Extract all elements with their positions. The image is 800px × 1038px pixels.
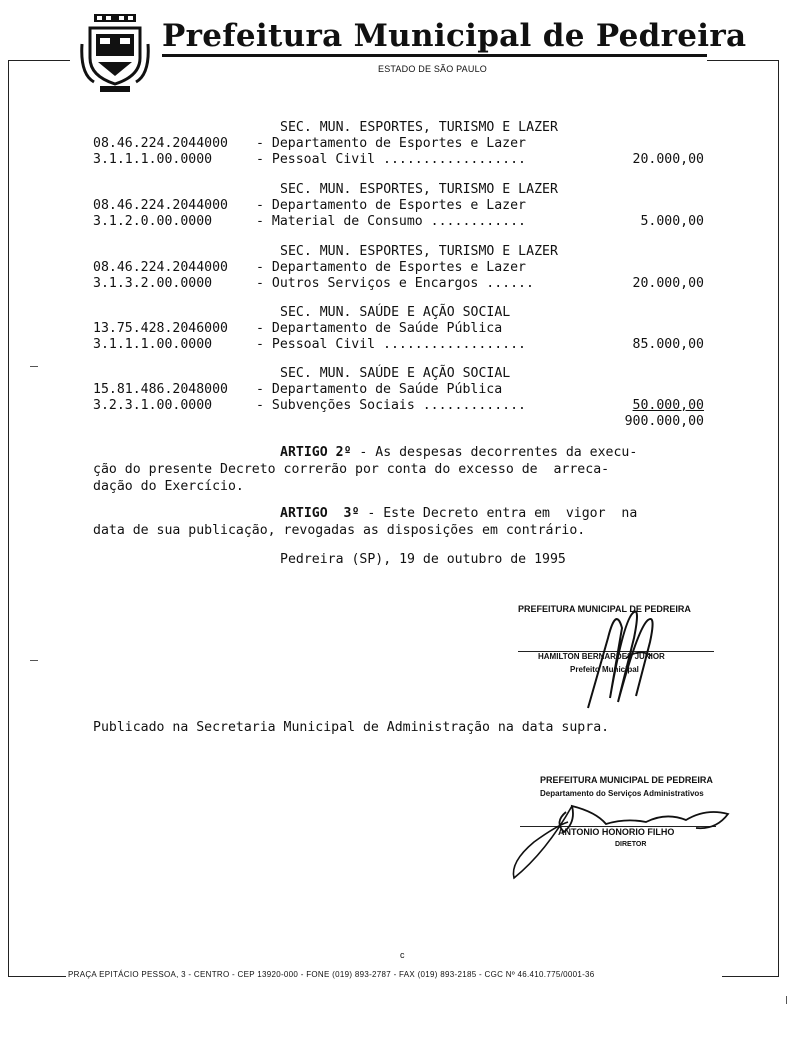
signature-role: Prefeito Municipal	[570, 665, 639, 674]
page-mark: c	[400, 950, 405, 960]
entry-department: - Departamento de Esportes e Lazer	[256, 136, 526, 151]
entry-amount: 85.000,00	[632, 337, 704, 352]
frame-border	[8, 976, 66, 977]
entry-program-code: 08.46.224.2044000	[93, 198, 228, 213]
entry-element-code: 3.1.1.1.00.0000	[93, 337, 213, 352]
municipal-coat-of-arms-icon	[80, 14, 150, 94]
entry-element-code: 3.1.3.2.00.0000	[93, 276, 213, 291]
footer-address: PRAÇA EPITÁCIO PESSOA, 3 - CENTRO - CEP 13920-000 - FONE (019) 893-2787 - FAX (019) 893-2185 - CGC Nº 46.410.775/0001-36	[68, 970, 595, 979]
artigo-3-paragraph: ARTIGO 3º - Este Decreto entra em vigor na data de sua publicação, revogadas as disposições em contrário.	[93, 506, 638, 538]
entry-program-code: 08.46.224.2044000	[93, 260, 228, 275]
entry-amount: 20.000,00	[632, 276, 704, 291]
entry-department: - Departamento de Saúde Pública	[256, 321, 503, 336]
entry-item: - Pessoal Civil ..................	[256, 152, 526, 167]
entry-secretaria: SEC. MUN. SAÚDE E AÇÃO SOCIAL	[280, 366, 511, 381]
title-underline	[162, 54, 707, 57]
entry-item: - Material de Consumo ............	[256, 214, 526, 229]
entry-department: - Departamento de Esportes e Lazer	[256, 260, 526, 275]
entry-item: - Pessoal Civil ..................	[256, 337, 526, 352]
margin-mark	[786, 996, 787, 1004]
entry-secretaria: SEC. MUN. ESPORTES, TURISMO E LAZER	[280, 244, 558, 259]
entry-element-code: 3.1.1.1.00.0000	[93, 152, 213, 167]
handwritten-signature-director	[506, 782, 742, 882]
publication-note: Publicado na Secretaria Municipal de Administração na data supra.	[93, 720, 610, 735]
signature-role: DIRETOR	[615, 841, 647, 848]
entry-secretaria: SEC. MUN. SAÚDE E AÇÃO SOCIAL	[280, 305, 511, 320]
artigo-3-label: ARTIGO 3º	[280, 506, 360, 521]
entry-secretaria: SEC. MUN. ESPORTES, TURISMO E LAZER	[280, 120, 558, 135]
frame-border	[707, 60, 779, 61]
entry-item: - Subvenções Sociais .............	[256, 398, 526, 413]
entry-program-code: 08.46.224.2044000	[93, 136, 228, 151]
entry-amount: 50.000,00	[632, 398, 704, 413]
entry-department: - Departamento de Saúde Pública	[256, 382, 503, 397]
signature-name: ANTONIO HONORIO FILHO	[558, 827, 675, 837]
signature-dept: Departamento do Serviços Administrativos	[540, 789, 704, 798]
entry-program-code: 13.75.428.2046000	[93, 321, 228, 336]
entry-element-code: 3.1.2.0.00.0000	[93, 214, 213, 229]
entry-amount: 5.000,00	[640, 214, 704, 229]
entry-department: - Departamento de Esportes e Lazer	[256, 198, 526, 213]
date-line: Pedreira (SP), 19 de outubro de 1995	[280, 552, 566, 567]
document-title: Prefeitura Municipal de Pedreira	[162, 18, 747, 54]
artigo-2-label: ARTIGO 2º	[280, 445, 352, 460]
frame-border	[8, 60, 70, 61]
signature-org: PREFEITURA MUNICIPAL DE PEDREIRA	[540, 775, 713, 785]
margin-mark	[30, 366, 38, 367]
frame-border	[8, 60, 9, 977]
entry-item: - Outros Serviços e Encargos ......	[256, 276, 534, 291]
entry-secretaria: SEC. MUN. ESPORTES, TURISMO E LAZER	[280, 182, 558, 197]
document-subtitle: ESTADO DE SÃO PAULO	[378, 64, 487, 74]
signature-name: HAMILTON BERNARDES JUNIOR	[538, 652, 665, 661]
entry-amount: 20.000,00	[632, 152, 704, 167]
total-amount: 900.000,00	[624, 414, 704, 429]
entry-program-code: 15.81.486.2048000	[93, 382, 228, 397]
frame-border	[778, 60, 779, 977]
entry-element-code: 3.2.3.1.00.0000	[93, 398, 213, 413]
signature-org: PREFEITURA MUNICIPAL DE PEDREIRA	[518, 604, 691, 614]
frame-border	[722, 976, 779, 977]
margin-mark	[30, 660, 38, 661]
handwritten-signature-mayor	[578, 598, 678, 712]
artigo-2-paragraph: ARTIGO 2º - As despesas decorrentes da execu- ção do presente Decreto correrão por conta do excesso de arreca- dação do Exercício.	[93, 445, 638, 494]
